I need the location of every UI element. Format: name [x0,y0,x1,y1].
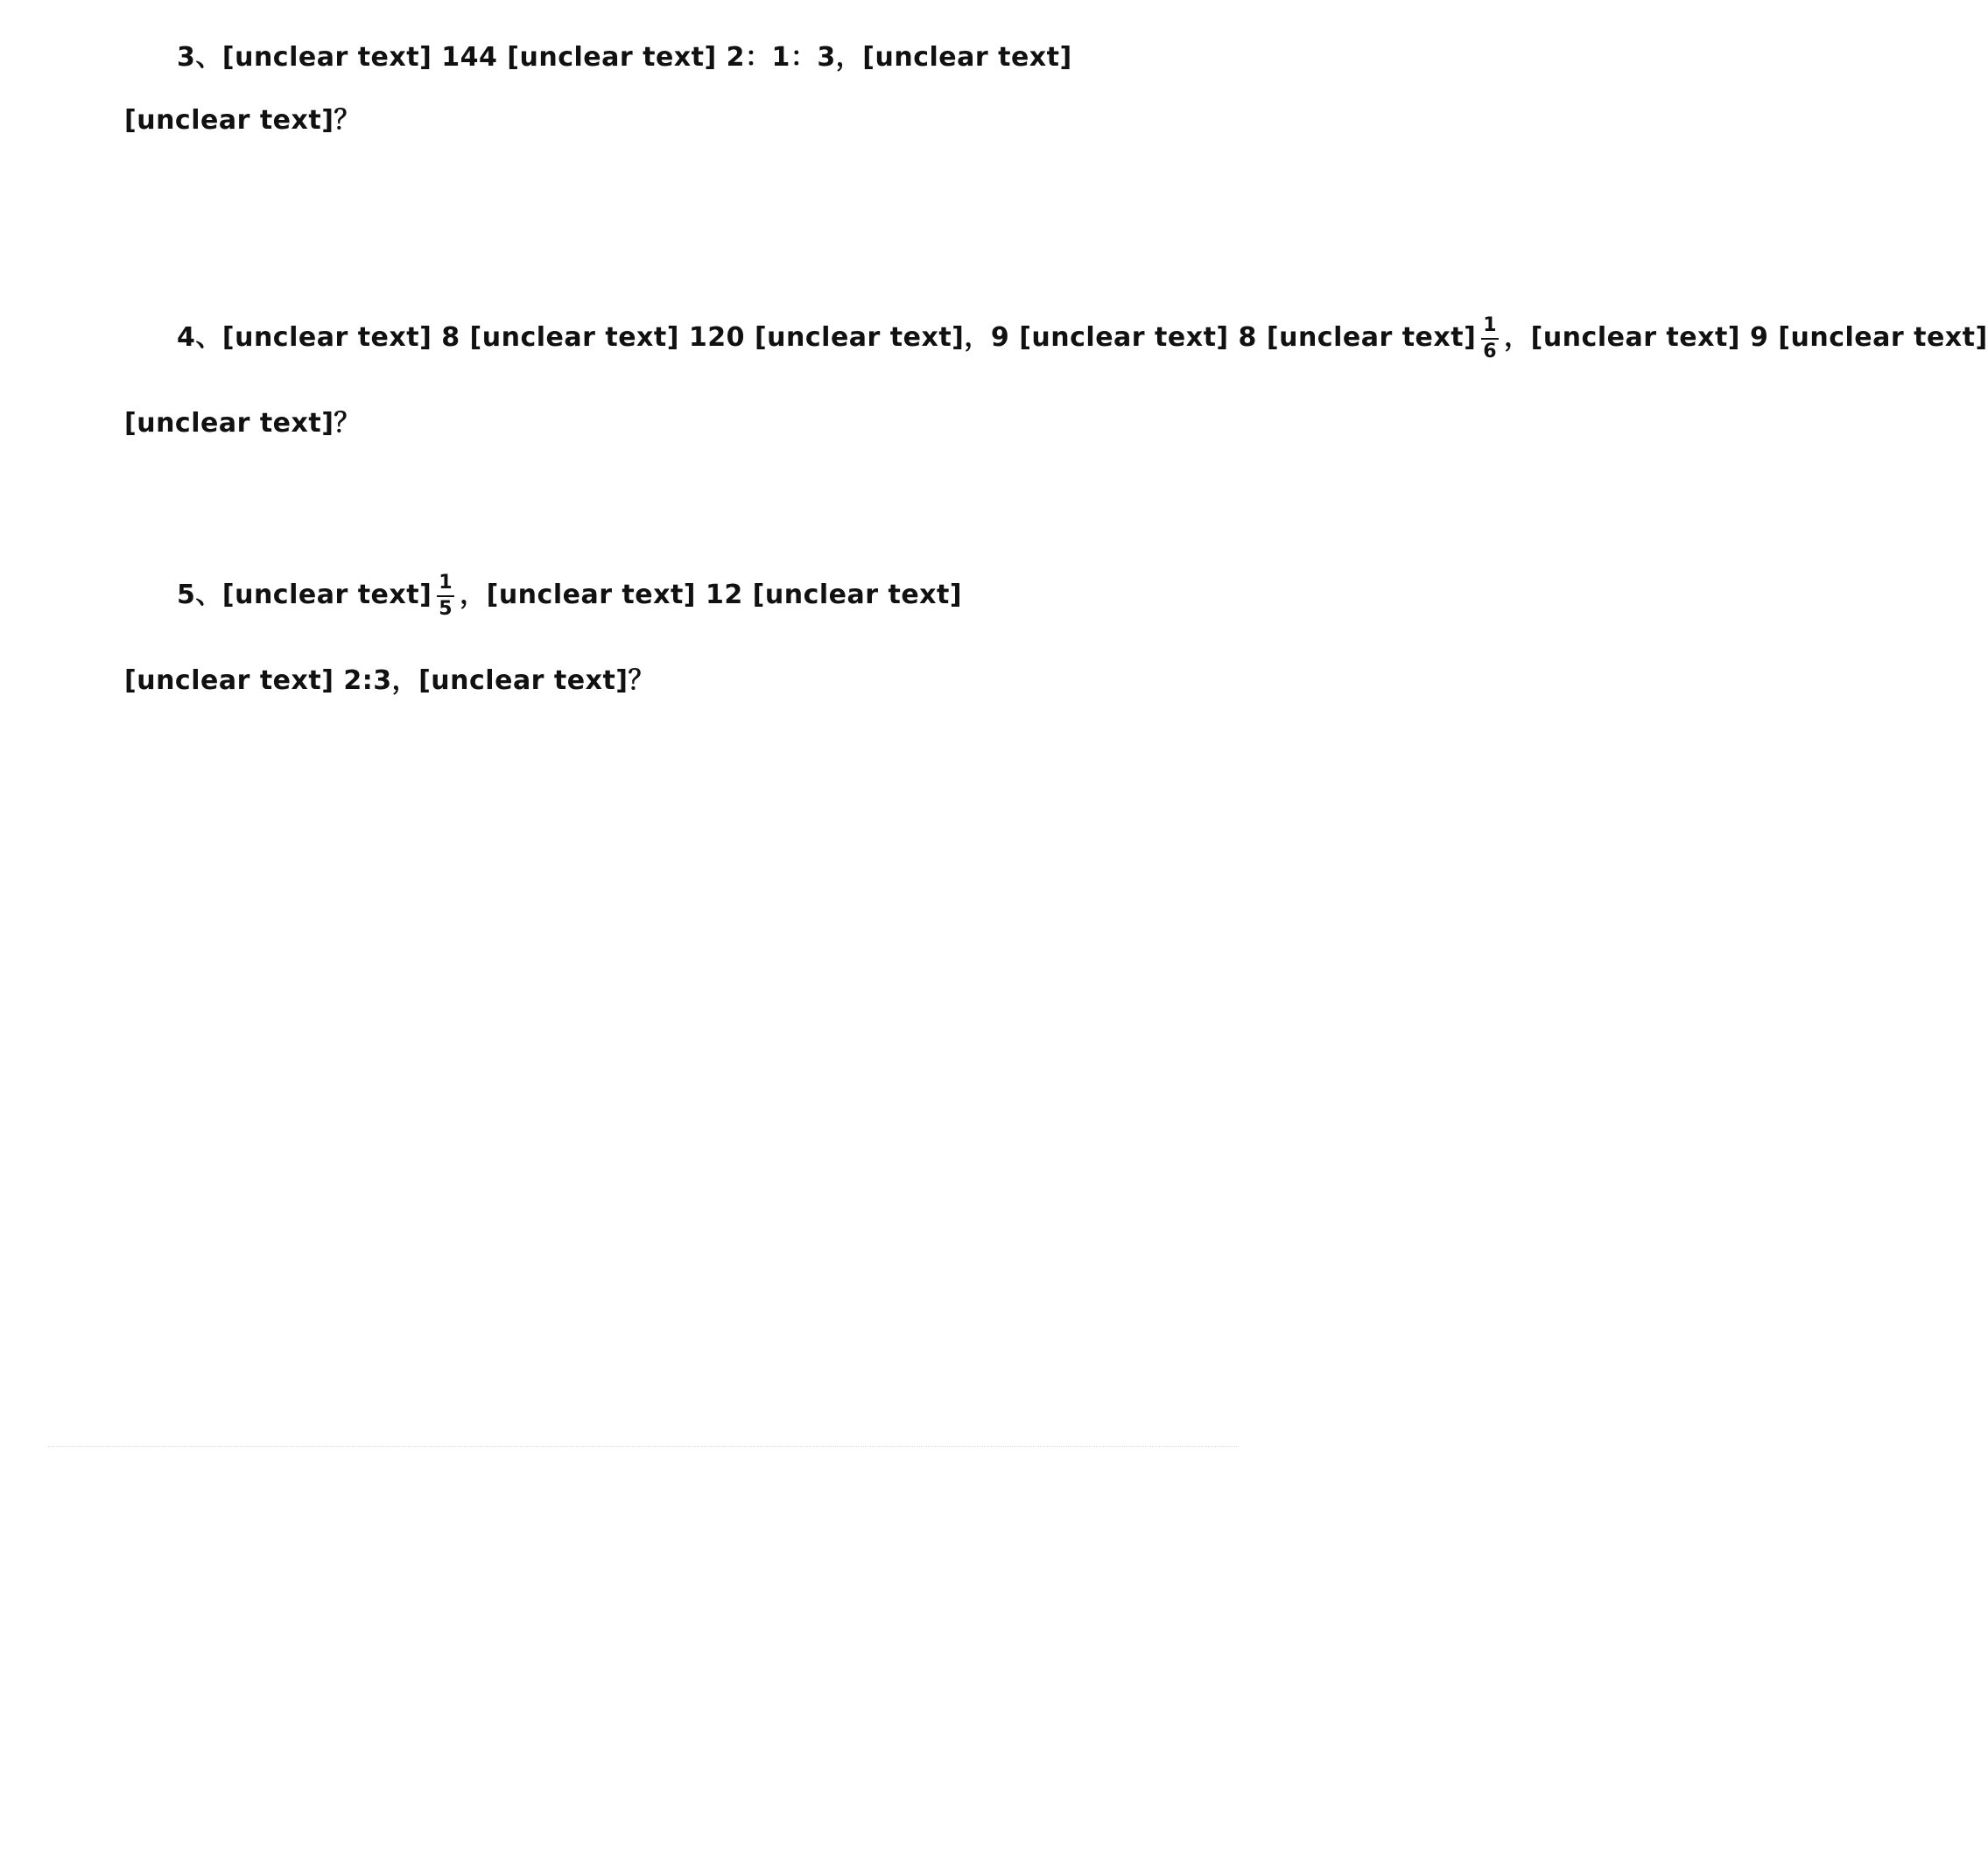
problem-5-text-1b: ，[unclear text] 12 [unclear text] [460,580,963,610]
problem-3-line-1 [177,35,1072,74]
problem-5-number: 5、 [177,580,222,610]
problem-5-text-2: [unclear text] 2:3，[unclear text]？ [124,665,656,696]
problem-4-number: 4、 [177,322,222,353]
problem-5-fraction [437,573,454,618]
problem-4-text-1b: ，[unclear text] 9 [unclear text] [1504,322,1988,353]
problem-5-line-2 [124,658,655,697]
problem-3-text-1: [unclear text] 144 [unclear text] 2：1：3，[unclear text] [221,42,1072,73]
problem-4-text-1a: [unclear text] 8 [unclear text] 120 [unclear text]，9 [unclear text] 8 [unclear text] [221,322,1477,353]
fraction-bar [437,595,454,597]
fraction-bar [1481,338,1499,340]
problem-4-line-1 [177,315,1988,362]
fraction-numerator: 1 [1483,314,1498,337]
page-divider [48,1446,1239,1447]
problem-3-number: 3、 [177,42,222,73]
fraction-numerator: 1 [439,572,453,594]
problem-4-fraction [1481,315,1499,361]
fraction-denominator: 6 [1483,340,1498,362]
problem-4-text-2: [unclear text]？ [124,408,361,439]
problem-3-text-2: [unclear text]？ [124,105,361,136]
problem-5-text-1a: [unclear text] [221,580,432,610]
problem-3-line-2 [124,98,361,137]
fraction-denominator: 5 [439,597,453,620]
problem-4-line-2 [124,401,361,439]
problem-5-line-1 [177,573,962,619]
